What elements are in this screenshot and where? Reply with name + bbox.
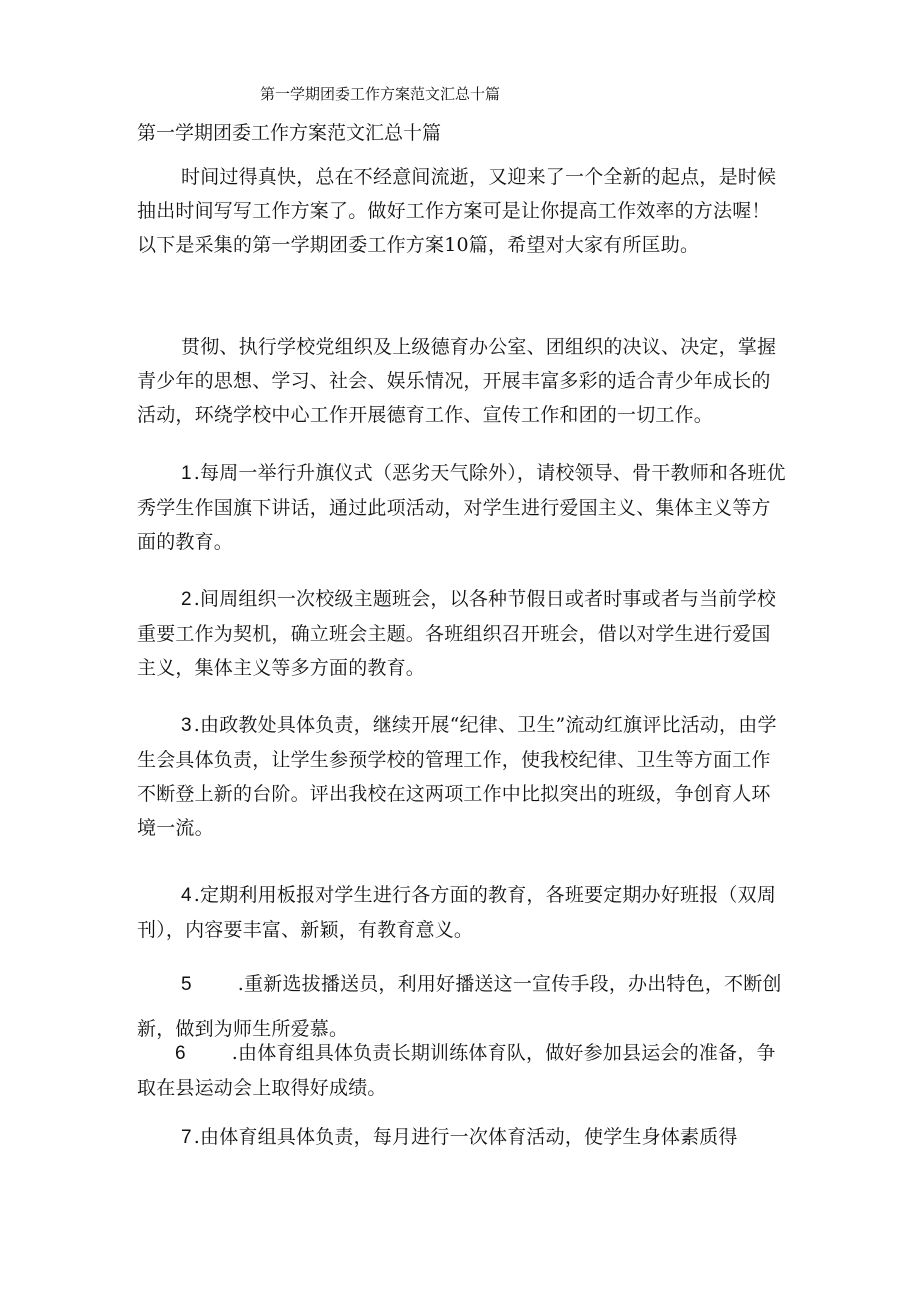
item-number: 7 [181,1127,192,1148]
item-text: .由政教处具体负责，继续开展“纪律、卫生”流动红旗评比活动，由学生会具体负责，让学生参预学校的管理工作，使我校纪律、卫生等方面工作不断登上新的台阶。评出我校在这两项工作中比拟突出的班级，争创育人环境一流。 [137,714,777,839]
document-title: 第一学期团委工作方案范文汇总十篇 [137,122,442,144]
item-number: 6 [175,1043,186,1064]
item-text: .定期利用板报对学生进行各方面的教育，各班要定期办好班报（双周刊），内容要丰富、新颖，有教育意义。 [137,884,777,941]
list-item [137,708,787,845]
item-number: 1 [181,463,192,484]
main-paragraph: 贯彻、执行学校党组织及上级德育办公室、团组织的决议、决定，掌握青少年的思想、学习、社会、娱乐情况，开展丰富多彩的适合青少年成长的活动，环绕学校中心工作开展德育工作、宣传工作和团的一切工作。 [137,336,777,426]
list-item [137,582,787,685]
item-number: 5 [181,974,192,995]
item-text: .间周组织一次校级主题班会，以各种节假日或者时事或者与当前学校重要工作为契机，确立班会主题。各班组织召开班会，借以对学生进行爱国主义，集体主义等多方面的教育。 [137,588,777,679]
list-item [137,456,787,559]
item-number: 3 [181,715,192,736]
item-text: .重新选拔播送员，利用好播送这一宣传手段，办出特色，不断创新，做到为师生所爱慕。 [137,973,782,1040]
running-header: 第一学期团委工作方案范文汇总十篇 [260,85,501,103]
item-text: .由体育组具体负责，每月进行一次体育活动，使学生身体素质得 [193,1126,738,1148]
list-item [137,1120,787,1155]
item-text: .由体育组具体负责长期训练体育队，做好参加县运会的准备，争取在县运动会上取得好成绩。 [137,1042,776,1099]
list-item [137,1036,787,1105]
item-number: 4 [181,885,192,906]
list-item [137,878,787,947]
item-number: 2 [181,589,192,610]
intro-paragraph: 时间过得真快，总在不经意间流逝，又迎来了一个全新的起点，是时候抽出时间写写工作方案了。做好工作方案可是让你提高工作效率的方法喔！以下是采集的第一学期团委工作方案10篇，希望对大家有所匡助。 [137,166,777,256]
item-text: .每周一举行升旗仪式（恶劣天气除外），请校领导、骨干教师和各班优秀学生作国旗下讲话，通过此项活动，对学生进行爱国主义、集体主义等方面的教育。 [137,462,786,553]
